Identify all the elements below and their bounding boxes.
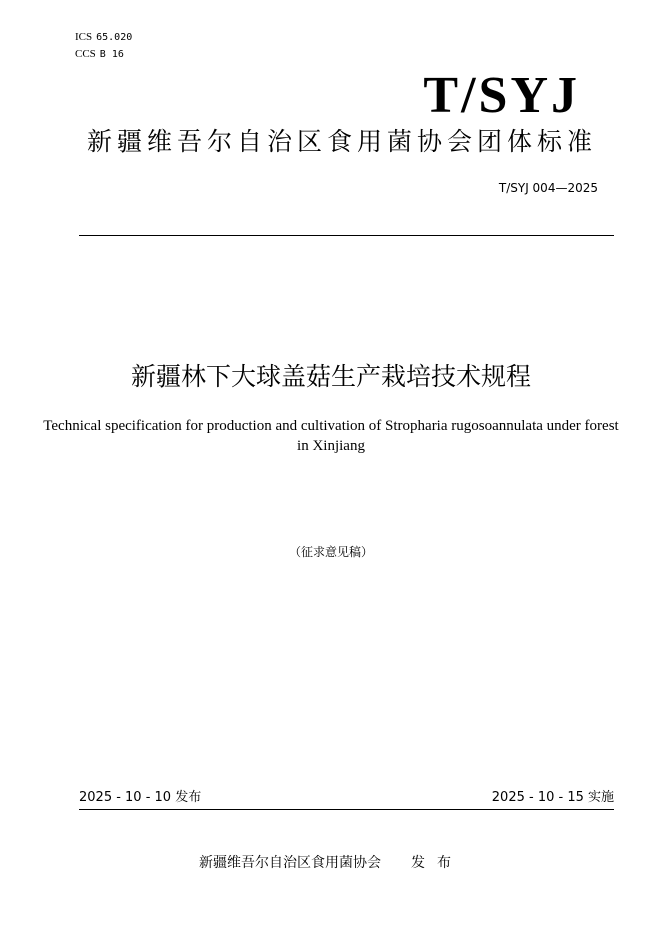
ics-label: ICS <box>75 31 93 43</box>
ics-classification <box>75 31 132 44</box>
draft-status: （征求意见稿） <box>288 545 373 559</box>
ccs-label: CCS <box>75 48 96 60</box>
top-divider <box>79 235 614 236</box>
issue-word: 发布 <box>411 855 463 871</box>
implement-date: 2025 - 10 - 15 实施 <box>491 790 614 805</box>
ics-code: 65.020 <box>96 32 133 43</box>
standard-number: T/SYJ 004—2025 <box>498 181 598 195</box>
document-title-en: Technical specification for production and cultivation of Stropharia rugosoannulata under forest in Xinjiang <box>43 418 619 454</box>
standard-logo: T/SYJ <box>423 67 580 124</box>
ccs-code: B 16 <box>99 49 124 60</box>
document-title-cn: 新疆林下大球盖菇生产栽培技术规程 <box>130 362 531 391</box>
organization-standard-title: 新疆维吾尔自治区食用菌协会团体标准 <box>86 127 597 156</box>
ccs-classification <box>75 48 124 61</box>
publish-date: 2025 - 10 - 10 发布 <box>79 790 202 805</box>
issuer <box>0 853 662 873</box>
issuer-name: 新疆维吾尔自治区食用菌协会 <box>199 855 381 871</box>
bottom-divider <box>79 809 614 810</box>
